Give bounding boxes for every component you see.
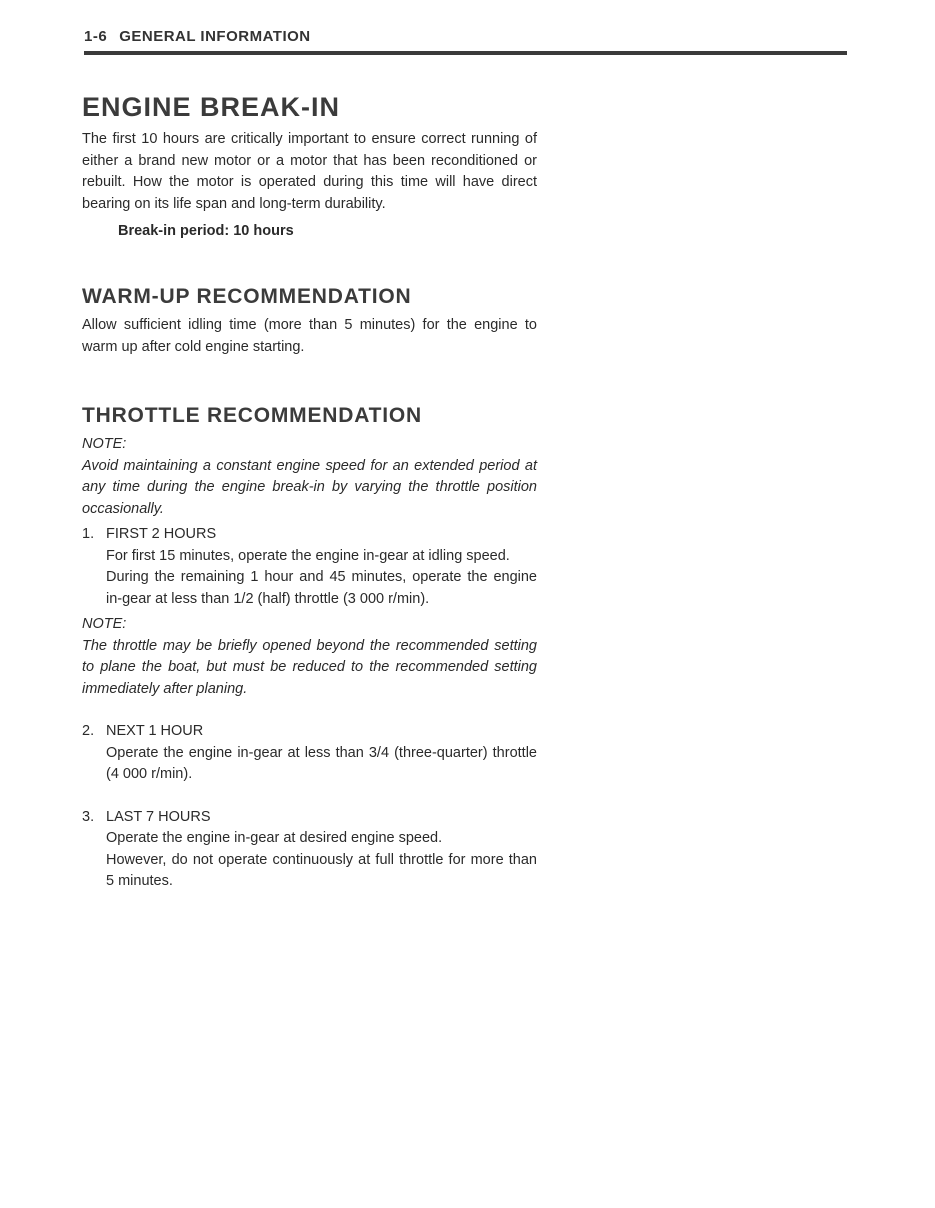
step-line: Operate the engine in-gear at desired engine speed.: [106, 830, 443, 846]
throttle-heading: THROTTLE RECOMMENDATION: [82, 404, 422, 427]
breakin-period: Break-in period: 10 hours: [118, 223, 294, 239]
header-rule: [84, 51, 847, 55]
note-label: NOTE:: [82, 436, 127, 452]
step-item: [82, 807, 537, 893]
step-title: LAST 7 HOURS: [106, 808, 211, 825]
step-line: For first 15 minutes, operate the engine in-gear at idling speed.: [106, 547, 510, 564]
step-line: Operate the engine in-gear at less than 3/4 (three-quarter) throttle (4 000 r/min).: [106, 744, 537, 782]
step-title: NEXT 1 HOUR: [106, 723, 204, 739]
step-line: During the remaining 1 hour and 45 minutes, operate the engine in-gear at less than 1/2 (half) throttle (3 000 r/min).: [106, 569, 537, 607]
note-label: NOTE:: [82, 616, 127, 632]
page-number: 1-6: [84, 28, 108, 45]
section-title: GENERAL INFORMATION: [119, 28, 311, 45]
note-text: The throttle may be briefly opened beyond the recommended setting to plane the boat, but must be reduced to the recommended setting immediately after planing.: [82, 637, 537, 697]
page-content: [82, 92, 537, 893]
warm-up-heading: WARM-UP RECOMMENDATION: [82, 285, 412, 308]
step-line: However, do not operate continuously at full throttle for more than 5 minutes.: [106, 851, 537, 889]
step-number: 3.: [82, 808, 95, 825]
note-text: Avoid maintaining a constant engine speed for an extended period at any time during the engine break-in by varying the throttle position occasionally.: [82, 457, 537, 517]
engine-breakin-body: The first 10 hours are critically important to ensure correct running of either a brand new motor or a motor that has been reconditioned or rebuilt. How the motor is operated during this time will have direct bearing on its life span and long-term durability.: [82, 131, 537, 212]
warm-up-body: Allow sufficient idling time (more than 5 minutes) for the engine to warm up after cold engine starting.: [82, 317, 537, 355]
step-item: [82, 524, 537, 610]
throttle-section: [82, 404, 537, 893]
step-number: 1.: [82, 526, 95, 542]
step-title: FIRST 2 HOURS: [106, 526, 217, 542]
engine-breakin-section: [82, 92, 537, 239]
step-list: [82, 524, 537, 893]
engine-breakin-heading: ENGINE BREAK-IN: [82, 92, 341, 122]
page-header: [84, 28, 847, 48]
step-number: 2.: [82, 723, 95, 739]
step-item: [82, 721, 537, 786]
warm-up-section: [82, 285, 537, 358]
